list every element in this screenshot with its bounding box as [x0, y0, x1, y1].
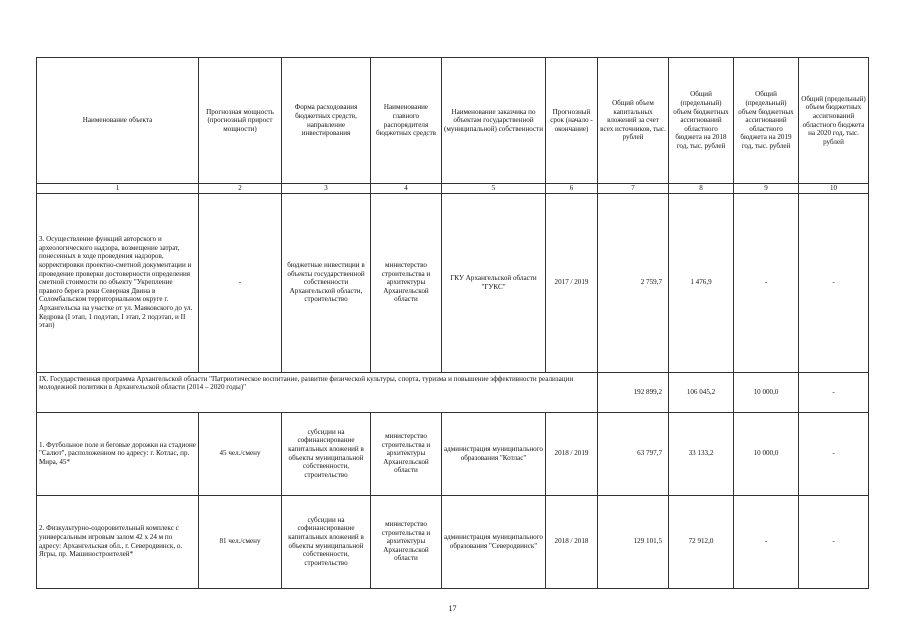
section-row [37, 372, 869, 412]
column-number: 6 [546, 184, 598, 194]
header-form: Форма расходования бюджетных средств, направление инвестирования [282, 58, 371, 184]
amount-2019: 10 000,0 [734, 412, 799, 495]
amount-2018: 1 476,9 [669, 193, 734, 372]
amount-2020: - [799, 193, 869, 372]
customer: администрация муниципального образования "Котлас" [442, 412, 546, 495]
customer: администрация муниципального образования "Северодвинск" [442, 495, 546, 588]
header-total: Общий объем капитальных вложений за счет всех источников, тыс. рублей [598, 58, 669, 184]
funding-form: бюджетные инвестиции в объекты государственной собственности Архангельской области, строительство [282, 193, 371, 372]
column-number-row [37, 184, 869, 194]
section-2018: 106 045,2 [669, 372, 734, 412]
header-manager: Наименование главного распорядителя бюджетных средств [371, 58, 442, 184]
table-row [37, 412, 869, 495]
header-object-name: Наименование объекта [37, 58, 199, 184]
capacity: - [199, 193, 282, 372]
amount-2019: - [734, 193, 799, 372]
funding-form: субсидии на софинансирование капитальных вложений в объекты муниципальной собственности, строительство [282, 412, 371, 495]
section-total: 192 899,2 [598, 372, 669, 412]
object-name: 1. Футбольное поле и беговые дорожки на стадионе "Салют", расположенном по адресу: г. Котлас, пр. Мира, 45* [37, 412, 199, 495]
amount-2018: 72 912,0 [669, 495, 734, 588]
column-number: 2 [199, 184, 282, 194]
budget-manager: министерство строительства и архитектуры Архангельской области [371, 412, 442, 495]
amount-2020: - [799, 412, 869, 495]
period: 2018 / 2018 [546, 495, 598, 588]
section-2020: - [799, 372, 869, 412]
budget-manager: министерство строительства и архитектуры Архангельской области [371, 193, 442, 372]
total-amount: 63 797,7 [598, 412, 669, 495]
amount-2018: 33 133,2 [669, 412, 734, 495]
header-row [37, 58, 869, 184]
customer: ГКУ Архангельской области "ГУКС" [442, 193, 546, 372]
investment-table [36, 57, 869, 589]
header-capacity: Прогнозная мощность (прогнозный прирост мощности) [199, 58, 282, 184]
capacity: 45 чел./смену [199, 412, 282, 495]
column-number: 10 [799, 184, 869, 194]
column-number: 5 [442, 184, 546, 194]
object-name: 3. Осуществление функций авторского и археологического надзора, возмещение затрат, понесенных в ходе проведения надзоров, корректировки проектно-сметной документации и проведение проверки достоверности определения сметной стоимости по объекту "Укрепление правого берега реки Северная Двина в Соломбальском территориальном округе г. Архангельска на участке от ул. Маяковского до ул. Кедрова (I этап, 1 подэтап, I этап, 2 подэтап, и II этап) [37, 193, 199, 372]
period: 2017 / 2019 [546, 193, 598, 372]
page-number: 17 [448, 604, 457, 613]
table-row [37, 495, 869, 588]
capacity: 81 чел./смену [199, 495, 282, 588]
funding-form: субсидии на софинансирование капитальных вложений в объекты муниципальной собственности, строительство [282, 495, 371, 588]
object-name: 2. Физкультурно-оздоровительный комплекс с универсальным игровым залом 42 x 24 м по адресу: Архангельская обл., г. Северодвинск, о. Ягры, пр. Машиностроителей* [37, 495, 199, 588]
column-number: 7 [598, 184, 669, 194]
header-2019: Общий (предельный) объем бюджетных ассигнований областного бюджета на 2019 год, тыс. рублей [734, 58, 799, 184]
header-period: Прогнозный срок (начало - окончание) [546, 58, 598, 184]
header-2018: Общий (предельный) объем бюджетных ассигнований областного бюджета на 2018 год, тыс. рублей [669, 58, 734, 184]
column-number: 8 [669, 184, 734, 194]
column-number: 4 [371, 184, 442, 194]
header-customer: Наименование заказчика по объектам государственной (муниципальной) собственности [442, 58, 546, 184]
table-row [37, 193, 869, 372]
section-title: IX. Государственная программа Архангельской области "Патриотическое воспитание, развитие физической культуры, спорта, туризма и повышение эффективности реализации молодежной политики в Архангельской области (2014 – 2020 годы)" [37, 372, 598, 412]
section-2019: 10 000,0 [734, 372, 799, 412]
column-number: 3 [282, 184, 371, 194]
total-amount: 2 759,7 [598, 193, 669, 372]
total-amount: 129 101,5 [598, 495, 669, 588]
budget-manager: министерство строительства и архитектуры Архангельской области [371, 495, 442, 588]
period: 2018 / 2019 [546, 412, 598, 495]
amount-2019: - [734, 495, 799, 588]
amount-2020: - [799, 495, 869, 588]
column-number: 9 [734, 184, 799, 194]
header-2020: Общий (предельный) объем бюджетных ассигнований областного бюджета на 2020 год, тыс. рублей [799, 58, 869, 184]
column-number: 1 [37, 184, 199, 194]
